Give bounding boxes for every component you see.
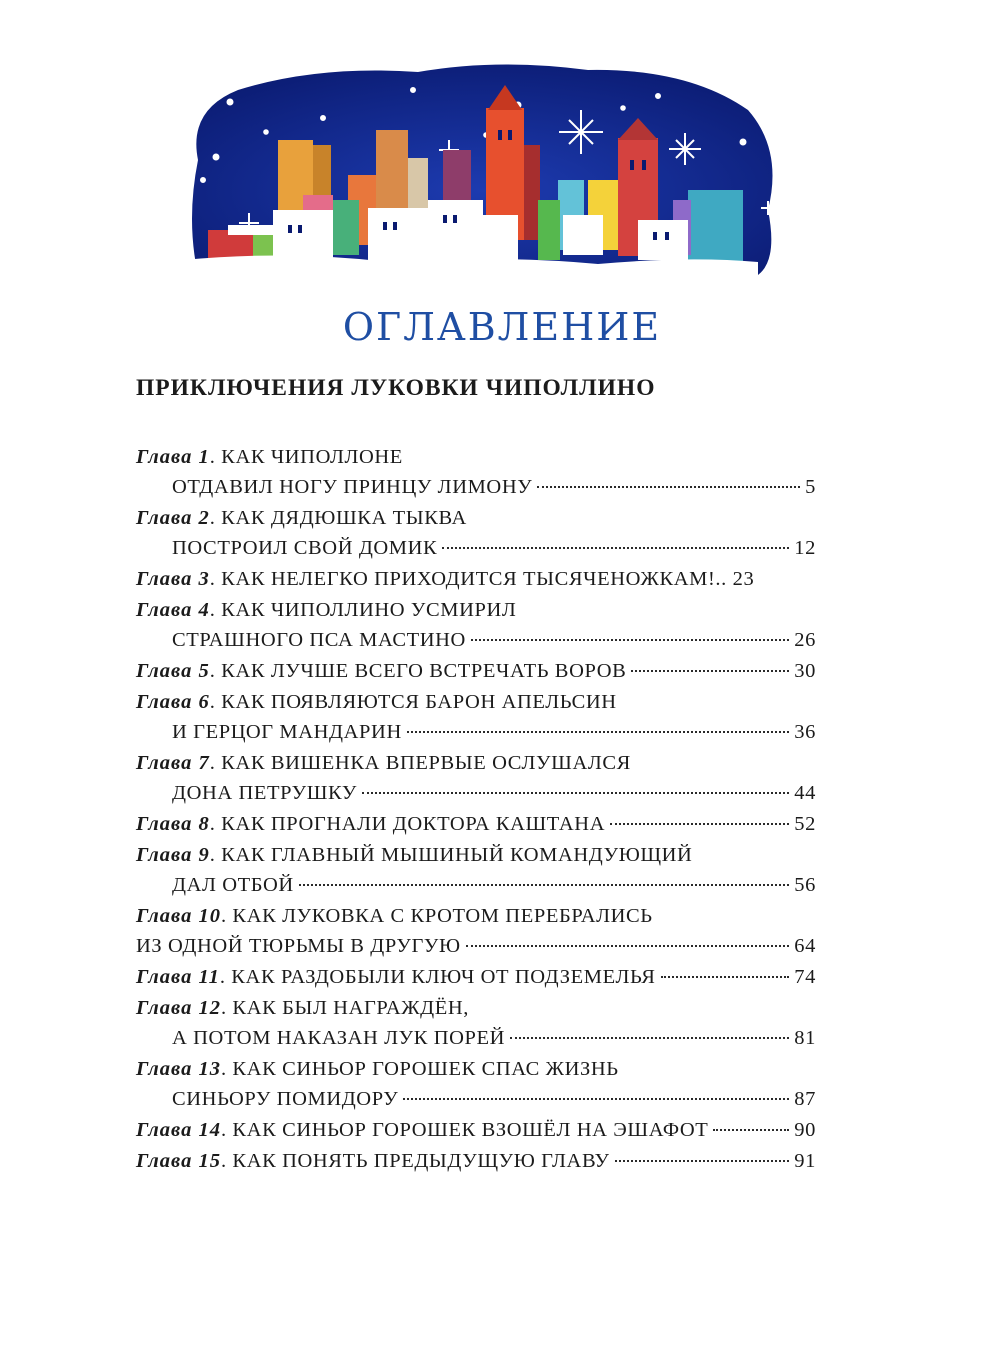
dot-leader xyxy=(471,639,789,641)
chapter-title: КАК СИНЬОР ГОРОШЕК СПАС ЖИЗНЬ xyxy=(232,1058,619,1080)
section-title: ПРИКЛЮЧЕНИЯ ЛУКОВКИ ЧИПОЛЛИНО xyxy=(136,375,656,401)
page-number: 74 xyxy=(794,966,816,988)
page-number: 36 xyxy=(794,721,816,743)
toc-entry[interactable]: Глава 14 . КАК СИНЬОР ГОРОШЕК ВЗОШЁЛ НА ЭШАФОТ 90 xyxy=(136,1115,816,1145)
toc-entry[interactable]: Глава 10 . КАК ЛУКОВКА С КРОТОМ ПЕРЕБРАЛИСЬ ИЗ ОДНОЙ ТЮРЬМЫ В ДРУГУЮ 64 xyxy=(136,901,816,961)
dot-leader xyxy=(466,945,790,947)
chapter-label: Глава 8 xyxy=(136,813,210,835)
toc-entry[interactable]: Глава 4 . КАК ЧИПОЛЛИНО УСМИРИЛ СТРАШНОГО ПСА МАСТИНО 26 xyxy=(136,595,816,655)
page-number: 87 xyxy=(794,1088,816,1110)
chapter-label: Глава 13 xyxy=(136,1058,221,1080)
toc-entry[interactable]: Глава 2 . КАК ДЯДЮШКА ТЫКВА ПОСТРОИЛ СВОЙ ДОМИК 12 xyxy=(136,503,816,563)
chapter-label: Глава 14 xyxy=(136,1119,221,1141)
chapter-title: КАК ГЛАВНЫЙ МЫШИНЫЙ КОМАНДУЮЩИЙ xyxy=(221,844,693,866)
chapter-title: КАК ПОНЯТЬ ПРЕДЫДУЩУЮ ГЛАВУ xyxy=(232,1150,610,1172)
chapter-label: Глава 4 xyxy=(136,599,210,621)
chapter-label: Глава 11 xyxy=(136,966,220,988)
chapter-label: Глава 12 xyxy=(136,997,221,1019)
page-number: 52 xyxy=(794,813,816,835)
toc-entry[interactable]: Глава 7 . КАК ВИШЕНКА ВПЕРВЫЕ ОСЛУШАЛСЯ ДОНА ПЕТРУШКУ 44 xyxy=(136,748,816,808)
page-title: ОГЛАВЛЕНИЕ xyxy=(342,305,662,349)
dot-leader xyxy=(537,486,800,488)
dot-leader xyxy=(362,792,789,794)
toc-entry[interactable]: Глава 12 . КАК БЫЛ НАГРАЖДЁН, А ПОТОМ НАКАЗАН ЛУК ПОРЕЙ 81 xyxy=(136,993,816,1053)
chapter-title: КАК ПОЯВЛЯЮТСЯ БАРОН АПЕЛЬСИН xyxy=(221,691,617,713)
table-of-contents xyxy=(136,442,816,1177)
page-number: 90 xyxy=(794,1119,816,1141)
chapter-label: Глава 10 xyxy=(136,905,221,927)
night-town-illustration xyxy=(168,50,788,335)
chapter-title: КАК ВИШЕНКА ВПЕРВЫЕ ОСЛУШАЛСЯ xyxy=(221,752,631,774)
toc-entry[interactable]: Глава 5 . КАК ЛУЧШЕ ВСЕГО ВСТРЕЧАТЬ ВОРОВ 30 xyxy=(136,656,816,686)
chapter-label: Глава 1 xyxy=(136,446,210,468)
page-number: 56 xyxy=(794,874,816,896)
chapter-title: КАК ПРОГНАЛИ ДОКТОРА КАШТАНА xyxy=(221,813,606,835)
page-number: 30 xyxy=(794,660,816,682)
page-number: 91 xyxy=(794,1150,816,1172)
page-number: 64 xyxy=(794,935,816,957)
chapter-title-cont: СТРАШНОГО ПСА МАСТИНО xyxy=(172,629,466,651)
page-number: 26 xyxy=(794,629,816,651)
chapter-label: Глава 3 xyxy=(136,568,210,590)
chapter-title: КАК ЧИПОЛЛИНО УСМИРИЛ xyxy=(221,599,517,621)
chapter-title-cont: ПОСТРОИЛ СВОЙ ДОМИК xyxy=(172,537,438,559)
toc-entry[interactable]: Глава 6 . КАК ПОЯВЛЯЮТСЯ БАРОН АПЕЛЬСИН И ГЕРЦОГ МАНДАРИН 36 xyxy=(136,687,816,747)
toc-entry[interactable]: Глава 3 . КАК НЕЛЕГКО ПРИХОДИТСЯ ТЫСЯЧЕНОЖКАМ!.. 23 xyxy=(136,564,816,594)
chapter-label: Глава 5 xyxy=(136,660,210,682)
chapter-label: Глава 7 xyxy=(136,752,210,774)
chapter-title-cont: ОТДАВИЛ НОГУ ПРИНЦУ ЛИМОНУ xyxy=(172,476,533,498)
dot-leader xyxy=(442,547,789,549)
snow-ground xyxy=(183,255,758,290)
toc-entry[interactable]: Глава 8 . КАК ПРОГНАЛИ ДОКТОРА КАШТАНА 52 xyxy=(136,809,816,839)
page-number: 81 xyxy=(794,1027,816,1049)
toc-entry[interactable]: Глава 15 . КАК ПОНЯТЬ ПРЕДЫДУЩУЮ ГЛАВУ 91 xyxy=(136,1146,816,1176)
chapter-title-cont: СИНЬОРУ ПОМИДОРУ xyxy=(172,1088,399,1110)
toc-entry[interactable]: Глава 11 . КАК РАЗДОБЫЛИ КЛЮЧ ОТ ПОДЗЕМЕЛЬЯ 74 xyxy=(136,962,816,992)
chapter-title: КАК БЫЛ НАГРАЖДЁН, xyxy=(232,997,470,1019)
chapter-title: КАК СИНЬОР ГОРОШЕК ВЗОШЁЛ НА ЭШАФОТ xyxy=(232,1119,709,1141)
chapter-title: КАК РАЗДОБЫЛИ КЛЮЧ ОТ ПОДЗЕМЕЛЬЯ xyxy=(231,966,656,988)
dot-leader xyxy=(510,1037,789,1039)
page-number: 12 xyxy=(794,537,816,559)
page-number: 23 xyxy=(732,568,755,590)
toc-entry[interactable]: Глава 1 . КАК ЧИПОЛЛОНЕ ОТДАВИЛ НОГУ ПРИНЦУ ЛИМОНУ 5 xyxy=(136,442,816,502)
chapter-title-cont: И ГЕРЦОГ МАНДАРИН xyxy=(172,721,402,743)
chapter-title-cont: А ПОТОМ НАКАЗАН ЛУК ПОРЕЙ xyxy=(172,1027,506,1049)
dot-leader xyxy=(403,1098,789,1100)
chapter-label: Глава 9 xyxy=(136,844,210,866)
chapter-label: Глава 6 xyxy=(136,691,210,713)
toc-entry[interactable]: Глава 9 . КАК ГЛАВНЫЙ МЫШИНЫЙ КОМАНДУЮЩИЙ ДАЛ ОТБОЙ 56 xyxy=(136,840,816,900)
chapter-title-cont: ИЗ ОДНОЙ ТЮРЬМЫ В ДРУГУЮ xyxy=(136,935,461,957)
chapter-label: Глава 2 xyxy=(136,507,210,529)
chapter-title-cont: ДОНА ПЕТРУШКУ xyxy=(172,782,358,804)
dot-leader xyxy=(661,976,790,978)
chapter-title-cont: ДАЛ ОТБОЙ xyxy=(172,874,294,896)
dot-leader xyxy=(610,823,789,825)
chapter-label: Глава 15 xyxy=(136,1150,221,1172)
chapter-title: КАК ЛУКОВКА С КРОТОМ ПЕРЕБРАЛИСЬ xyxy=(232,905,653,927)
dot-leader xyxy=(713,1129,789,1131)
dot-leader xyxy=(615,1160,790,1162)
page-number: 5 xyxy=(805,476,816,498)
chapter-title: КАК ЛУЧШЕ ВСЕГО ВСТРЕЧАТЬ ВОРОВ xyxy=(221,660,627,682)
chapter-title: КАК НЕЛЕГКО ПРИХОДИТСЯ ТЫСЯЧЕНОЖКАМ!.. xyxy=(221,568,727,590)
dot-leader xyxy=(631,670,789,672)
page-number: 44 xyxy=(794,782,816,804)
dot-leader xyxy=(299,884,790,886)
chapter-title: КАК ЧИПОЛЛОНЕ xyxy=(221,446,403,468)
dot-leader xyxy=(407,731,789,733)
chapter-title: КАК ДЯДЮШКА ТЫКВА xyxy=(221,507,467,529)
toc-entry[interactable]: Глава 13 . КАК СИНЬОР ГОРОШЕК СПАС ЖИЗНЬ СИНЬОРУ ПОМИДОРУ 87 xyxy=(136,1054,816,1114)
